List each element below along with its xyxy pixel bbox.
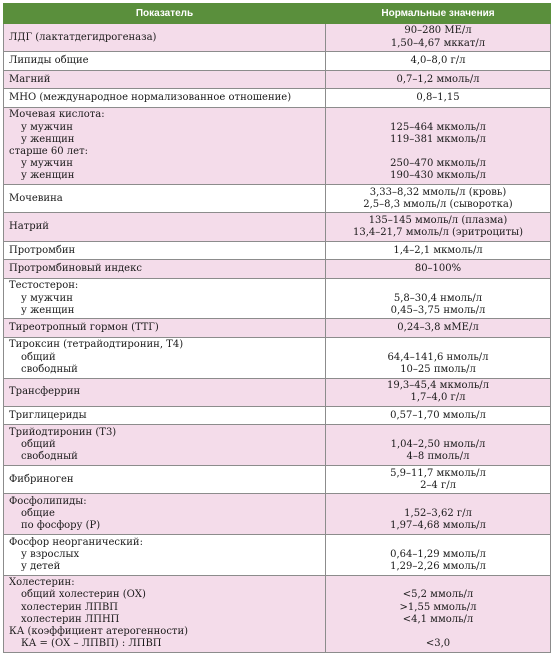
normal-value [326, 280, 550, 292]
parameter-cell [4, 494, 326, 535]
normal-value-cell [326, 89, 551, 108]
parameter-cell [4, 278, 326, 319]
parameter-subitem: общий [21, 351, 56, 363]
normal-value-cell [326, 494, 551, 535]
parameter-subitem: у женщин [21, 133, 75, 145]
parameter-subitem: у взрослых [21, 548, 80, 560]
normal-value-cell [326, 535, 551, 576]
normal-value-cell [326, 52, 551, 71]
parameter-subitem: у мужчин [21, 158, 73, 170]
parameter-subitem: у мужчин [21, 121, 73, 133]
reference-values-table [3, 3, 551, 653]
normal-value: 0,64–1,29 ммоль/л [390, 548, 486, 560]
normal-value: 1,97–4,68 ммоль/л [390, 520, 486, 532]
normal-value [326, 146, 550, 158]
parameter-name: Мочевина [9, 192, 63, 204]
parameter-subitem: по фосфору (Р) [21, 520, 101, 532]
parameter-name: Натрий [9, 221, 49, 233]
normal-value-cell [326, 107, 551, 184]
parameter-name: КА (коэффициент атерогенности) [9, 625, 189, 637]
normal-value: 1,04–2,50 нмоль/л [390, 439, 486, 451]
table-row [4, 466, 551, 494]
parameter-subitem: общий [21, 439, 56, 451]
normal-value: 0,7–1,2 ммоль/л [396, 73, 480, 85]
parameter-subitem: у мужчин [21, 292, 73, 304]
parameter-cell [4, 52, 326, 71]
normal-value: <4,1 ммоль/л [402, 613, 474, 625]
normal-value: <5,2 ммоль/л [402, 589, 474, 601]
table-header-row [4, 4, 551, 24]
normal-value [326, 496, 550, 508]
table-row [4, 107, 551, 184]
normal-value: 1,29–2,26 ммоль/л [390, 560, 486, 572]
normal-value: 2–4 г/л [420, 479, 456, 491]
normal-value-cell [326, 24, 551, 52]
normal-value: 19,3–45,4 мкмоль/л [386, 380, 490, 392]
normal-value: 190–430 мкмоль/л [390, 170, 486, 182]
parameter-cell [4, 466, 326, 494]
table-row [4, 425, 551, 466]
normal-value-cell [326, 406, 551, 425]
normal-value-cell [326, 425, 551, 466]
table-row [4, 213, 551, 241]
normal-value-cell [326, 260, 551, 279]
parameter-cell [4, 89, 326, 108]
table-row [4, 406, 551, 425]
parameter-subitem: холестерин ЛПВП [21, 601, 119, 613]
parameter-cell [4, 24, 326, 52]
normal-value: 125–464 мкмоль/л [390, 121, 486, 133]
normal-value-cell [326, 378, 551, 406]
parameter-cell [4, 70, 326, 89]
normal-value: 2,5–8,3 ммоль/л (сыворотка) [363, 198, 513, 210]
normal-value: 250–470 мкмоль/л [390, 158, 486, 170]
parameter-name: ЛДГ (лактатдегидрогеназа) [9, 31, 157, 43]
parameter-subitem: общие [21, 508, 55, 520]
normal-value-cell [326, 575, 551, 652]
table-row [4, 241, 551, 260]
parameter-cell [4, 378, 326, 406]
normal-value: 90–280 МЕ/л [404, 25, 472, 37]
table-row [4, 494, 551, 535]
parameter-cell [4, 535, 326, 576]
parameter-subitem: свободный [21, 451, 78, 463]
normal-value: 3,33–8,32 ммоль/л (кровь) [369, 186, 507, 198]
parameter-name: Тироксин (тетрайодтиронин, Т4) [9, 339, 184, 351]
table-row [4, 89, 551, 108]
table-row [4, 378, 551, 406]
table-row [4, 260, 551, 279]
normal-value-cell [326, 319, 551, 338]
parameter-name: Холестерин: [9, 577, 75, 589]
normal-value-cell [326, 466, 551, 494]
column-header-normal-values: Нормальные значения [326, 4, 551, 24]
parameter-subitem: свободный [21, 363, 78, 375]
parameter-name: Фосфор неорганический: [9, 536, 143, 548]
table-row [4, 575, 551, 652]
parameter-name: Тиреотропный гормон (ТТГ) [9, 322, 159, 334]
parameter-name: Трансферрин [9, 386, 81, 398]
normal-value: 1,50–4,67 мккат/л [390, 37, 486, 49]
parameter-cell [4, 185, 326, 213]
parameter-cell [4, 425, 326, 466]
table-row [4, 70, 551, 89]
parameter-subitem: у детей [21, 560, 61, 572]
normal-value-cell [326, 70, 551, 89]
parameter-cell [4, 319, 326, 338]
normal-value: 119–381 мкмоль/л [390, 133, 486, 145]
parameter-cell [4, 213, 326, 241]
normal-value: 4–8 пмоль/л [406, 451, 470, 463]
normal-value: <3,0 [425, 638, 451, 650]
normal-value-cell [326, 213, 551, 241]
table-row [4, 185, 551, 213]
table-row [4, 52, 551, 71]
parameter-subitem: холестерин ЛПНП [21, 613, 120, 625]
normal-value: 80–100% [414, 263, 462, 274]
normal-value [326, 577, 550, 589]
parameter-subitem: общий холестерин (ОХ) [21, 589, 146, 601]
normal-value-cell [326, 278, 551, 319]
parameter-cell [4, 406, 326, 425]
parameter-cell [4, 337, 326, 378]
normal-value [326, 109, 550, 121]
table-row [4, 319, 551, 338]
normal-value: 0,24–3,8 мМЕ/л [397, 322, 479, 334]
parameter-subitem: у женщин [21, 304, 75, 316]
parameter-cell [4, 107, 326, 184]
parameter-name: Трийодтиронин (Т3) [9, 426, 117, 438]
table-row [4, 535, 551, 576]
parameter-name: Мочевая кислота: [9, 109, 105, 121]
parameter-cell [4, 260, 326, 279]
normal-value-cell [326, 337, 551, 378]
normal-value: 13,4–21,7 ммоль/л (эритроциты) [353, 227, 523, 239]
normal-value [326, 427, 550, 439]
parameter-name: Фибриноген [9, 473, 74, 485]
table-row [4, 337, 551, 378]
parameter-cell [4, 241, 326, 260]
parameter-name: Триглицериды [9, 409, 87, 421]
parameter-name: старше 60 лет: [9, 145, 88, 157]
normal-value: 0,8–1,15 [416, 92, 460, 104]
parameter-name: Протромбиновый индекс [9, 263, 142, 274]
normal-value-cell [326, 241, 551, 260]
normal-value-cell [326, 185, 551, 213]
normal-value: 1,7–4,0 г/л [410, 392, 466, 404]
parameter-subitem: у женщин [21, 170, 75, 182]
table-row [4, 24, 551, 52]
parameter-name: МНО (международное нормализованное отношение) [9, 92, 292, 104]
normal-value: 0,45–3,75 нмоль/л [390, 304, 486, 316]
normal-value [326, 339, 550, 351]
column-header-parameter: Показатель [4, 4, 326, 24]
parameter-name: Протромбин [9, 244, 76, 256]
normal-value: 1,52–3,62 г/л [404, 508, 472, 520]
parameter-name: Тестостерон: [9, 280, 79, 292]
normal-value: >1,55 ммоль/л [399, 601, 477, 613]
parameter-cell [4, 575, 326, 652]
normal-value: 0,57–1,70 ммоль/л [390, 409, 486, 421]
normal-value: 1,4–2,1 мкмоль/л [393, 244, 483, 256]
normal-value: 64,4–141,6 нмоль/л [387, 351, 489, 363]
parameter-name: Липиды общие [9, 55, 89, 67]
normal-value: 4,0–8,0 г/л [410, 55, 466, 67]
normal-value: 135–145 ммоль/л (плазма) [368, 214, 508, 226]
table-row [4, 278, 551, 319]
parameter-subitem: КА = (ОХ – ЛПВП) : ЛПВП [21, 638, 162, 650]
parameter-name: Магний [9, 73, 51, 85]
normal-value [326, 626, 550, 638]
normal-value: 10–25 пмоль/л [400, 363, 476, 375]
normal-value: 5,9–11,7 мкмоль/л [390, 467, 486, 479]
parameter-name: Фосфолипиды: [9, 495, 87, 507]
normal-value: 5,8–30,4 нмоль/л [393, 292, 483, 304]
normal-value [326, 537, 550, 549]
